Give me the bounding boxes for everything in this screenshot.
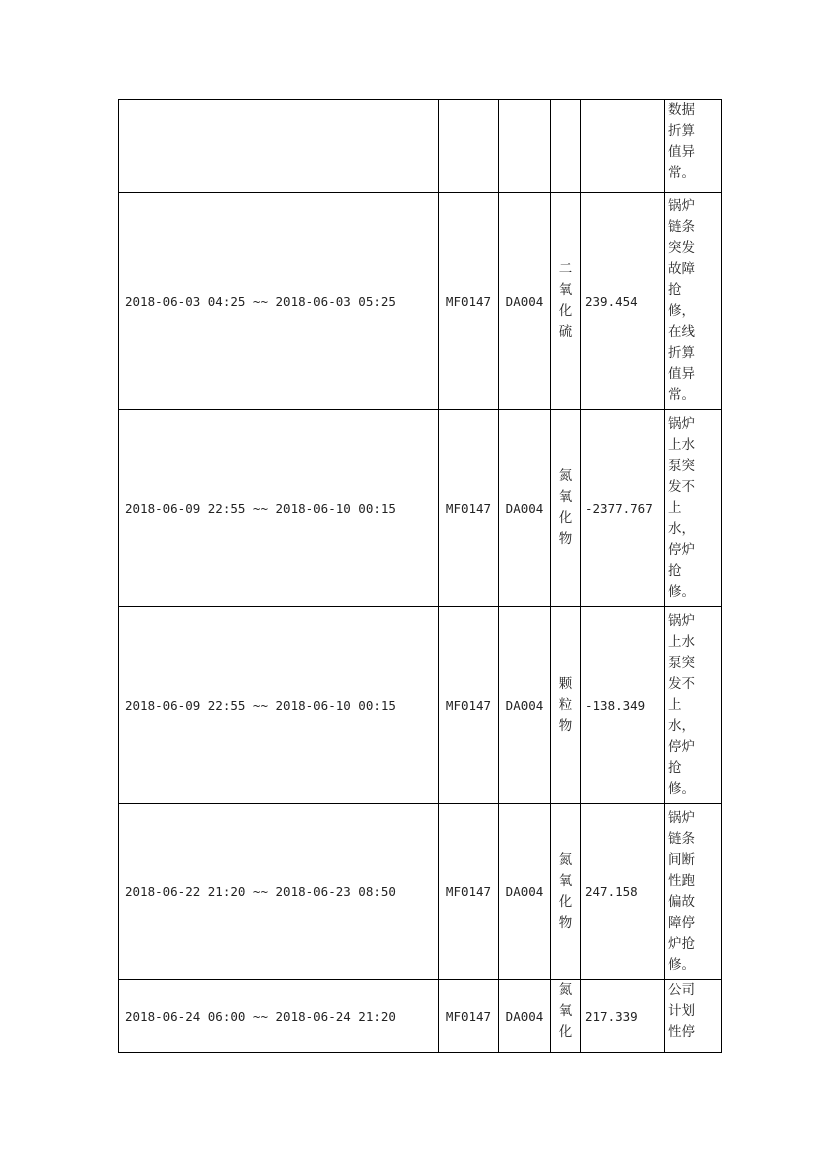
- note-cell: [665, 980, 722, 1053]
- pollutant-text: 氮氧化物: [558, 851, 573, 931]
- value-cell: [581, 193, 665, 410]
- pollutant-cell: [551, 607, 581, 804]
- value-cell: [581, 980, 665, 1053]
- value-text: 247.158: [585, 884, 638, 899]
- table-row: [119, 100, 722, 193]
- outlet-id-cell: MF0147: [439, 410, 499, 607]
- pollutant-text: 氮氧化物: [558, 468, 573, 547]
- table-row: [119, 980, 722, 1053]
- note-cell: [665, 607, 722, 804]
- value-cell: [581, 410, 665, 607]
- code-cell: DA004: [499, 193, 551, 410]
- code-cell: [499, 100, 551, 193]
- code-cell: DA004: [499, 607, 551, 804]
- note-text: 锅炉上水泵突发不上水，停炉抢修。: [668, 612, 695, 797]
- value-text: -138.349: [585, 697, 646, 713]
- table-row: [119, 607, 722, 804]
- value-text: -2377.767: [585, 500, 653, 516]
- code-cell: DA004: [499, 980, 551, 1053]
- pollutant-cell: [551, 193, 581, 410]
- note-text: 锅炉链条突发故障抢修，在线折算值异常。: [668, 198, 695, 403]
- pollutant-cell: [551, 980, 581, 1053]
- table-row: [119, 193, 722, 410]
- value-cell: [581, 100, 665, 193]
- outlet-id-cell: MF0147: [439, 804, 499, 980]
- outlet-id-cell: [439, 100, 499, 193]
- note-text: 公司计划性停: [668, 982, 695, 1040]
- time-range-cell: 2018-06-24 06:00 ~~ 2018-06-24 21:20: [119, 980, 439, 1053]
- pollutant-cell: [551, 804, 581, 980]
- note-cell: [665, 804, 722, 980]
- pollutant-cell: [551, 410, 581, 607]
- outlet-id-cell: MF0147: [439, 193, 499, 410]
- value-cell: [581, 804, 665, 980]
- note-cell: [665, 410, 722, 607]
- note-cell: [665, 100, 722, 193]
- note-text: 数据折算值异常。: [668, 102, 695, 181]
- time-range-cell: 2018-06-22 21:20 ~~ 2018-06-23 08:50: [119, 804, 439, 980]
- note-text: 锅炉链条间断性跑偏故障停炉抢修。: [668, 809, 695, 973]
- code-cell: DA004: [499, 804, 551, 980]
- value-text: 217.339: [585, 1008, 638, 1024]
- time-range-cell: 2018-06-09 22:55 ~~ 2018-06-10 00:15: [119, 410, 439, 607]
- pollutant-text: 二氧化硫: [558, 261, 573, 340]
- pollutant-text: 颗粒物: [558, 675, 573, 734]
- outlet-id-cell: MF0147: [439, 980, 499, 1053]
- value-text: 239.454: [585, 293, 638, 309]
- time-range-cell: 2018-06-09 22:55 ~~ 2018-06-10 00:15: [119, 607, 439, 804]
- value-cell: [581, 607, 665, 804]
- pollutant-cell: [551, 100, 581, 193]
- pollutant-text: 氮氧化: [558, 982, 573, 1040]
- time-range-cell: 2018-06-03 04:25 ~~ 2018-06-03 05:25: [119, 193, 439, 410]
- outlet-id-cell: MF0147: [439, 607, 499, 804]
- code-cell: DA004: [499, 410, 551, 607]
- table-row: [119, 804, 722, 980]
- note-text: 锅炉上水泵突发不上水，停炉抢修。: [668, 415, 695, 600]
- time-range-cell: [119, 100, 439, 193]
- event-table: [118, 99, 722, 1053]
- note-cell: [665, 193, 722, 410]
- table-row: [119, 410, 722, 607]
